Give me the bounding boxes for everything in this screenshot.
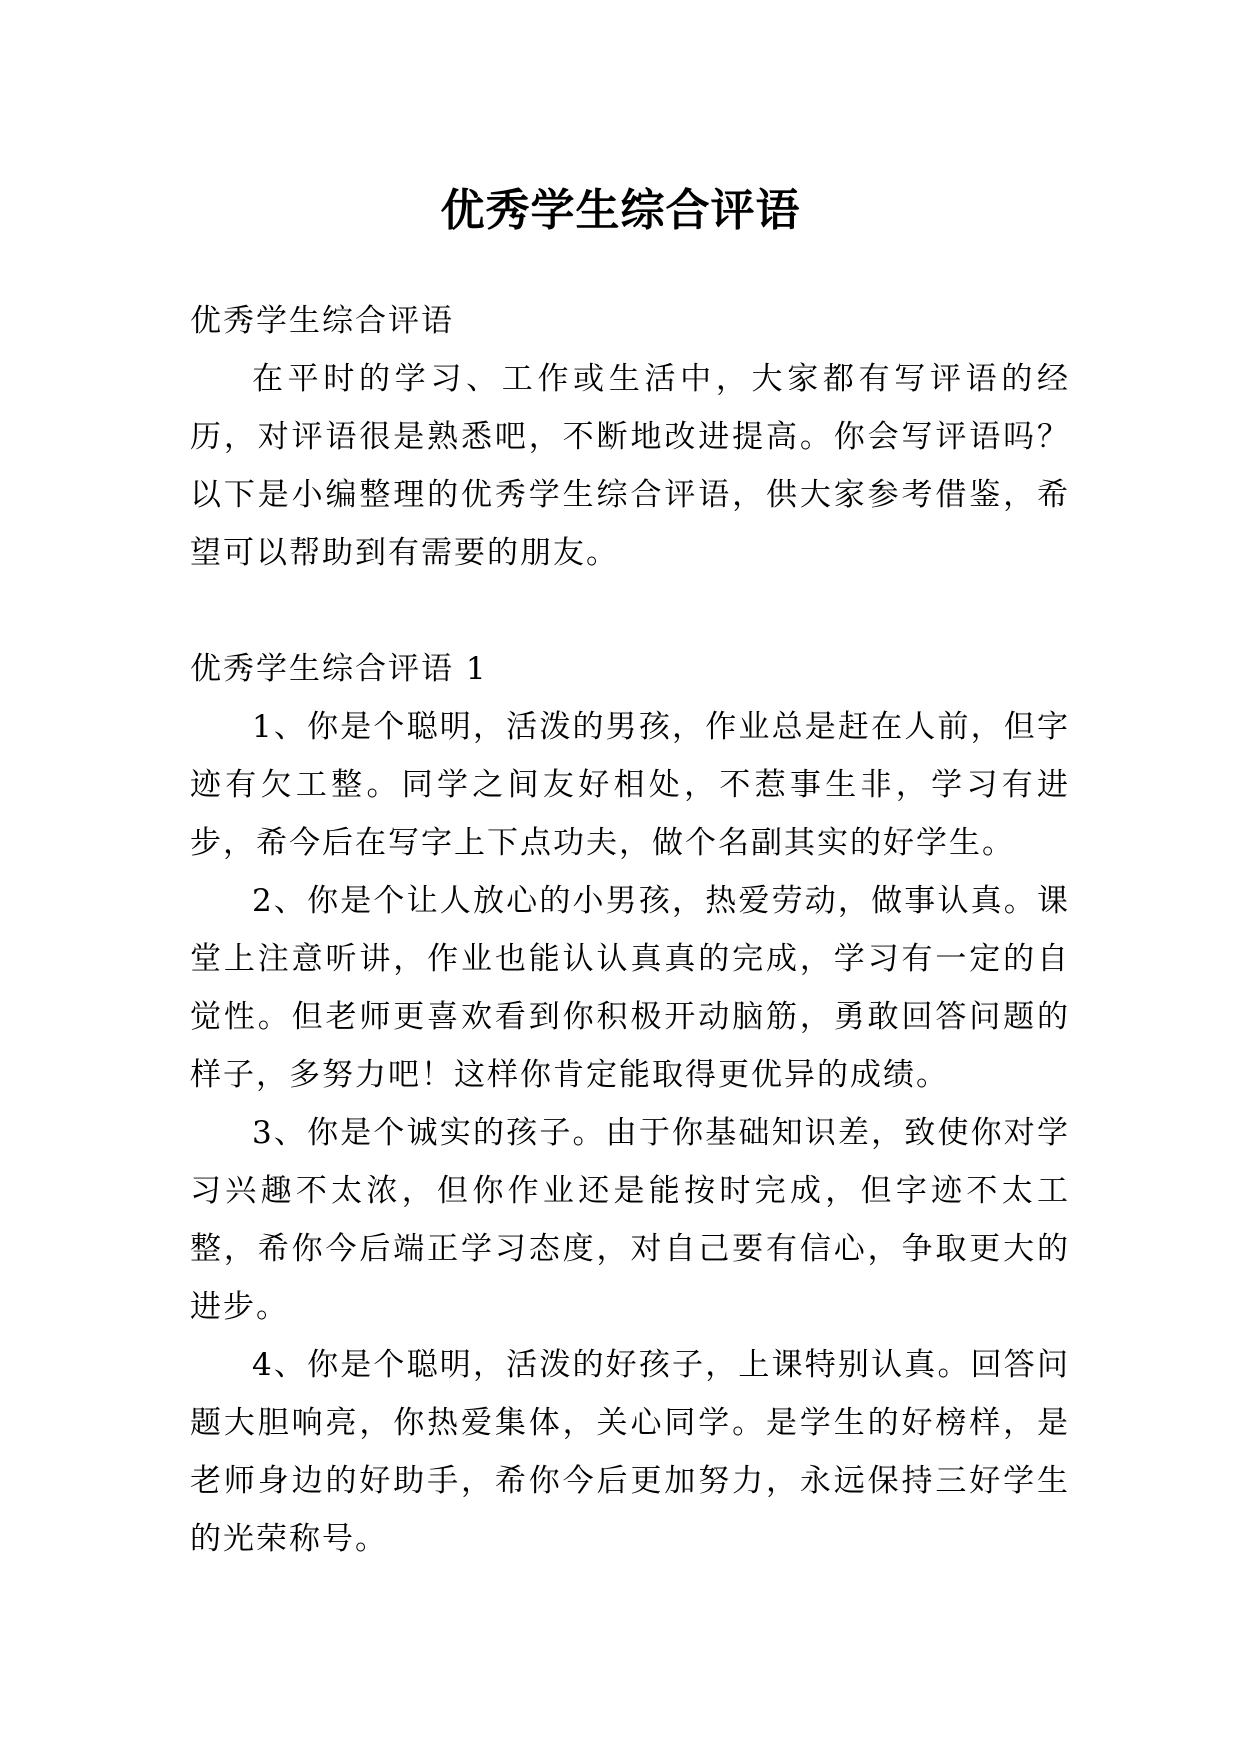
paragraph-spacer [190,582,1070,640]
comment-item-3: 3、你是个诚实的孩子。由于你基础知识差，致使你对学习兴趣不太浓，但你作业还是能按时完成，但字迹不太工整，希你今后端正学习态度，对自己要有信心，争取更大的进步。 [190,1115,1070,1325]
page-title: 优秀学生综合评语 [440,185,801,237]
intro-paragraph: 在平时的学习、工作或生活中，大家都有写评语的经历，对评语很是熟悉吧，不断地改进提高。你会写评语吗？以下是小编整理的优秀学生综合评语，供大家参考借鉴，希望可以帮助到有需要的朋友。 [190,361,1070,571]
comment-item-4: 4、你是个聪明，活泼的好孩子，上课特别认真。回答问题大胆响亮，你热爱集体，关心同学。是学生的好榜样，是老师身边的好助手，希你今后更加努力，永远保持三好学生的光荣称号。 [190,1347,1070,1557]
document-body [190,292,1070,1568]
document-subtitle: 优秀学生综合评语 [190,303,454,339]
comment-item-1: 1、你是个聪明，活泼的男孩，作业总是赶在人前，但字迹有欠工整。同学之间友好相处，不惹事生非，学习有进步，希今后在写字上下点功夫，做个名副其实的好学生。 [190,709,1070,861]
comment-item-2: 2、你是个让人放心的小男孩，热爱劳动，做事认真。课堂上注意听讲，作业也能认认真真的完成，学习有一定的自觉性。但老师更喜欢看到你积极开动脑筋，勇敢回答问题的样子，多努力吧！这样你肯定能取得更优异的成绩。 [190,883,1070,1093]
section-heading: 优秀学生综合评语 1 [190,651,488,687]
